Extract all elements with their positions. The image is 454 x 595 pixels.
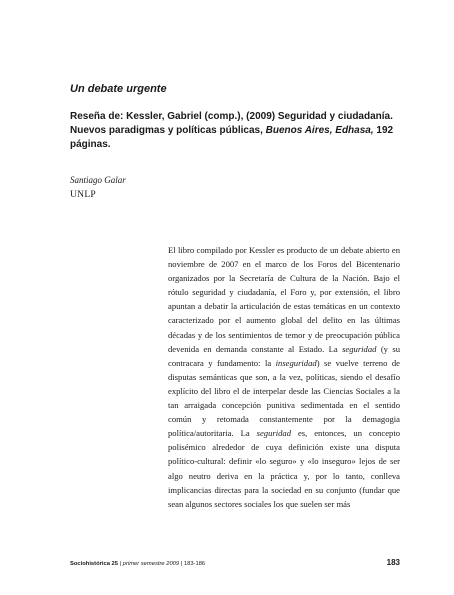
- body-paragraph: [168, 243, 400, 511]
- footer-separator: |: [118, 561, 123, 567]
- author-name: Santiago Galar: [70, 175, 126, 185]
- footer-citation: [70, 561, 205, 567]
- review-book-title: Nuevos paradigmas y políticas públicas,: [70, 125, 263, 136]
- review-prefix: Reseña de: Kessler, Gabriel (comp.), (2009) Seguridad y ciudadanía.: [70, 111, 393, 122]
- body-text-3: ) se vuelve terreno de disputas semánticas que son, a la vez, políticas, siendo el desafío explícito del libro el de interpelar desde las Ciencias Sociales a la tan arraigada concepción punitiva sedimentada en el sentido común y retomada constantemente por la demagogia política/autoritaria. La: [168, 357, 400, 439]
- review-pages: 192 páginas.: [70, 125, 394, 150]
- footer-issue: primer semestre 2009: [122, 561, 180, 567]
- body-emphasis-1: seguridad: [342, 343, 377, 354]
- review-publisher: Edhasa,: [332, 125, 374, 136]
- page-footer: [70, 558, 400, 567]
- body-emphasis-3: seguridad: [256, 428, 291, 439]
- page-number: 183: [386, 558, 400, 567]
- body-emphasis-2: inseguridad: [275, 357, 317, 368]
- footer-journal: Sociohistórica 25: [70, 561, 119, 567]
- body-text-4: es, entonces, un concepto polisémico alrededor de cuya definición existe una disputa político-cultural: definir «lo seguro» y «lo inseguro» lejos de ser algo neutro deriva en la práctica y, por lo tanto, conlleva implicancias directas para la sociedad en su conjunto (fundar que sean algunos sectores sociales los que suelen ser más: [168, 428, 400, 509]
- review-city: Buenos Aires,: [262, 125, 333, 136]
- article-title: Un debate urgente: [70, 83, 167, 95]
- author-affiliation: UNLP: [70, 190, 97, 200]
- body-text-1: El libro compilado por Kessler es producto de un debate abierto en noviembre de 2007 en el marco de los Foros del Bicentenario organizados por la Secretaría de Cultura de la Nación. Bajo el rótulo seguridad y ciudadanía, el Foro y, por extensión, el libro apuntan a debatir la articulación de estas temáticas en un contexto caracterizado por el aumento global del delito en las últimas décadas y de los sentimientos de temor y de preocupación pública devenida en demanda constante al Estado. La: [168, 245, 400, 354]
- review-reference: [70, 110, 400, 152]
- footer-pages: | 183-186: [179, 561, 206, 567]
- body-text-2: (y su contracara y fundamento: la: [168, 343, 400, 368]
